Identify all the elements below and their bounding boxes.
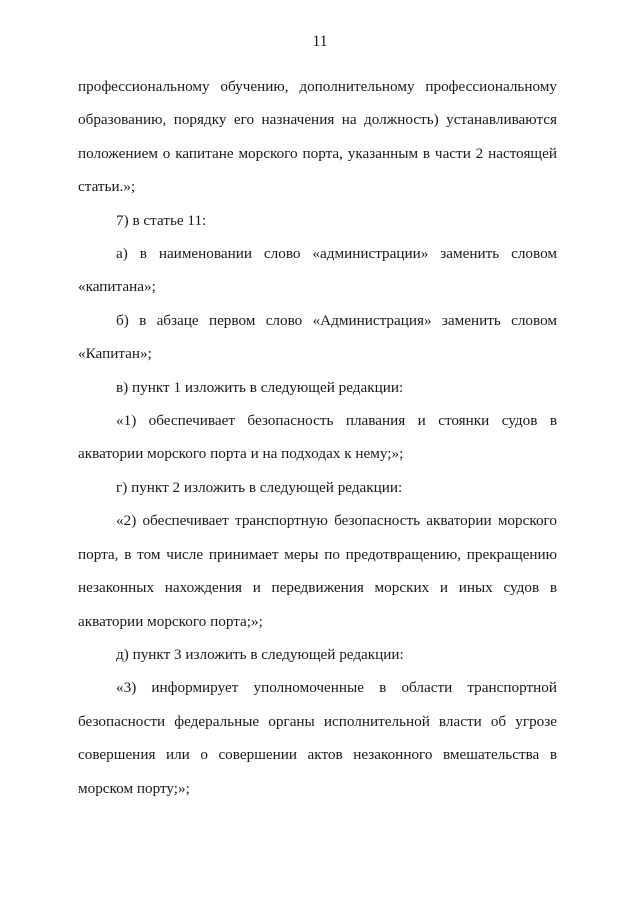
- document-body: [78, 70, 557, 805]
- text-line: «1) обеспечивает безопасность плавания и стоянки судов в: [116, 412, 557, 430]
- text-line: совершения или о совершении актов незаконного вмешательства в: [78, 746, 557, 764]
- text-line: акватории морского порта;»;: [78, 612, 263, 630]
- text-line: «3) информирует уполномоченные в области транспортной: [116, 679, 557, 697]
- text-line: акватории морского порта и на подходах к нему;»;: [78, 445, 404, 463]
- paragraph: [78, 237, 557, 304]
- text-line: а) в наименовании слово «администрации» заменить словом: [116, 245, 557, 263]
- text-line: д) пункт 3 изложить в следующей редакции:: [116, 645, 404, 663]
- paragraph: [78, 638, 557, 671]
- paragraph: [78, 204, 557, 237]
- text-line: положением о капитане морского порта, указанным в части 2 настоящей: [78, 144, 557, 162]
- text-line: порта, в том числе принимает меры по предотвращению, прекращению: [78, 545, 557, 563]
- paragraph: [78, 671, 557, 805]
- text-line: морском порту;»;: [78, 779, 190, 797]
- text-line: профессиональному обучению, дополнительному профессиональному: [78, 78, 557, 95]
- paragraph: [78, 504, 557, 638]
- paragraph: [78, 371, 557, 404]
- text-line: 7) в статье 11:: [116, 211, 207, 229]
- paragraph: [78, 404, 557, 471]
- paragraph: [78, 304, 557, 371]
- text-line: в) пункт 1 изложить в следующей редакции:: [116, 378, 404, 396]
- text-line: «2) обеспечивает транспортную безопасность акватории морского: [116, 512, 557, 530]
- text-line: б) в абзаце первом слово «Администрация» заменить словом: [116, 311, 557, 329]
- text-line: «капитана»;: [78, 278, 156, 296]
- text-line: незаконных нахождения и передвижения морских и иных судов в: [78, 579, 557, 597]
- text-line: образованию, порядку его назначения на должность) устанавливаются: [78, 111, 557, 129]
- page-number: 11: [312, 33, 328, 50]
- text-line: безопасности федеральные органы исполнительной власти об угрозе: [78, 712, 557, 730]
- text-line: г) пункт 2 изложить в следующей редакции:: [116, 478, 403, 496]
- text-line: статьи.»;: [78, 178, 136, 196]
- paragraph: [78, 471, 557, 504]
- text-line: «Капитан»;: [78, 345, 152, 363]
- paragraph: [78, 70, 557, 204]
